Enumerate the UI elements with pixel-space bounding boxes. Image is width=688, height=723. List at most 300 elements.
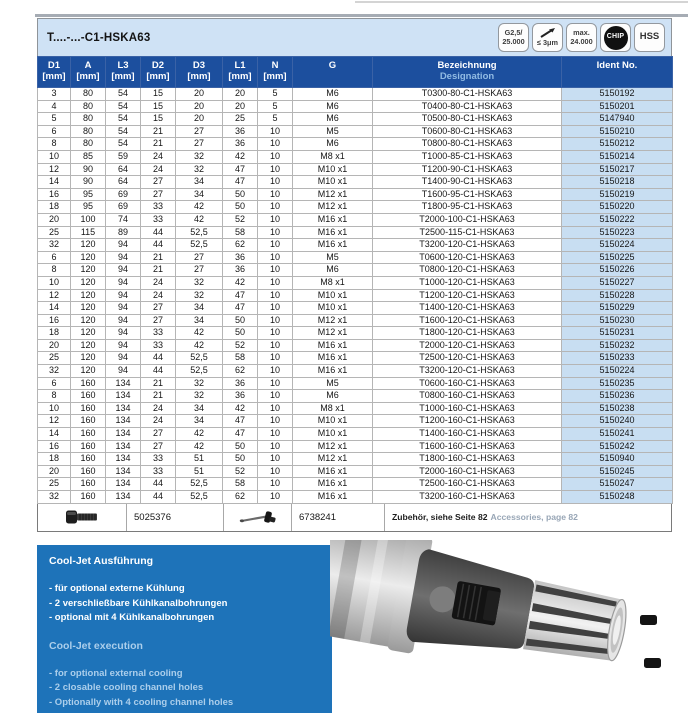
- dimension-cell: M8 x1: [293, 150, 373, 163]
- designation-cell: T1200-160-C1-HSKA63: [373, 415, 562, 428]
- table-row: [38, 365, 673, 378]
- designation-cell: T2500-120-C1-HSKA63: [373, 352, 562, 365]
- dimension-cell: 80: [71, 113, 106, 126]
- ident-no-cell: 5150238: [562, 402, 673, 415]
- dimension-cell: 54: [106, 125, 141, 138]
- dimension-cell: 27: [141, 428, 176, 441]
- dimension-cell: 27: [176, 138, 223, 151]
- dimension-cell: 69: [106, 188, 141, 201]
- designation-cell: T0500-80-C1-HSKA63: [373, 113, 562, 126]
- dimension-cell: 10: [258, 440, 293, 453]
- dimension-cell: 74: [106, 213, 141, 226]
- dimension-cell: 10: [258, 150, 293, 163]
- dimension-cell: 8: [38, 264, 71, 277]
- ident-no-cell: 5150201: [562, 100, 673, 113]
- dimension-cell: 80: [71, 88, 106, 101]
- dimension-cell: 33: [141, 327, 176, 340]
- dimension-cell: M6: [293, 100, 373, 113]
- dimension-cell: 134: [106, 428, 141, 441]
- dimension-cell: 134: [106, 478, 141, 491]
- dimension-cell: 27: [176, 251, 223, 264]
- designation-cell: T1800-95-C1-HSKA63: [373, 201, 562, 214]
- dimension-cell: 32: [176, 289, 223, 302]
- dimension-cell: M6: [293, 264, 373, 277]
- dimension-cell: 54: [106, 138, 141, 151]
- designation-cell: T1400-120-C1-HSKA63: [373, 302, 562, 315]
- dimension-cell: 52: [223, 213, 258, 226]
- dimension-cell: 6: [38, 125, 71, 138]
- dimension-cell: 52: [223, 465, 258, 478]
- dimension-cell: 120: [71, 352, 106, 365]
- dimension-cell: 27: [176, 264, 223, 277]
- ident-no-cell: 5150212: [562, 138, 673, 151]
- dimension-cell: 10: [258, 402, 293, 415]
- ident-no-cell: 5150224: [562, 365, 673, 378]
- dimension-cell: 47: [223, 428, 258, 441]
- dimension-cell: 120: [71, 239, 106, 252]
- table-row: [38, 478, 673, 491]
- dimension-cell: 16: [38, 314, 71, 327]
- cool-jet-section: [37, 545, 688, 718]
- dimension-cell: 21: [141, 138, 176, 151]
- infobox-bullets-en: [49, 667, 324, 711]
- dimension-cell: M12 x1: [293, 188, 373, 201]
- dimension-cell: 10: [258, 213, 293, 226]
- dimension-cell: 14: [38, 176, 71, 189]
- table-row: [38, 465, 673, 478]
- dimension-cell: 33: [141, 201, 176, 214]
- dimension-cell: 50: [223, 327, 258, 340]
- dimension-cell: 160: [71, 415, 106, 428]
- dimension-cell: 10: [258, 327, 293, 340]
- dimension-cell: M5: [293, 377, 373, 390]
- dimension-cell: M12 x1: [293, 440, 373, 453]
- dimension-cell: 24: [141, 289, 176, 302]
- dimension-cell: 100: [71, 213, 106, 226]
- designation-cell: T1800-120-C1-HSKA63: [373, 327, 562, 340]
- chip-icon: CHIP: [604, 26, 628, 50]
- dimension-cell: M10 x1: [293, 302, 373, 315]
- dimension-cell: 21: [141, 264, 176, 277]
- cap-screw-icon: [64, 509, 100, 525]
- ident-no-cell: 5150223: [562, 226, 673, 239]
- dimension-cell: 12: [38, 289, 71, 302]
- dimension-cell: M10 x1: [293, 289, 373, 302]
- table-row: [38, 302, 673, 315]
- infobox-bullet: - für optional externe Kühlung: [49, 583, 185, 594]
- dimension-cell: 120: [71, 276, 106, 289]
- dimension-cell: 50: [223, 188, 258, 201]
- dimension-cell: 62: [223, 365, 258, 378]
- dimension-cell: 25: [38, 352, 71, 365]
- table-row: [38, 390, 673, 403]
- dimension-cell: M5: [293, 125, 373, 138]
- table-row: [38, 428, 673, 441]
- dimension-cell: 120: [71, 264, 106, 277]
- dimension-cell: 64: [106, 176, 141, 189]
- table-row: [38, 453, 673, 466]
- ident-no-cell: 5147940: [562, 113, 673, 126]
- designation-cell: T0600-120-C1-HSKA63: [373, 251, 562, 264]
- dimension-cell: 47: [223, 302, 258, 315]
- dimension-cell: 33: [141, 213, 176, 226]
- dimension-cell: 50: [223, 440, 258, 453]
- column-header: L1 [mm]: [223, 57, 258, 88]
- dimension-cell: 32: [38, 491, 71, 504]
- dimension-cell: 24: [141, 402, 176, 415]
- dimension-cell: 16: [38, 440, 71, 453]
- dimension-cell: 52,5: [176, 226, 223, 239]
- dimension-cell: 42: [223, 150, 258, 163]
- dimension-cell: M8 x1: [293, 402, 373, 415]
- dimension-cell: 69: [106, 201, 141, 214]
- ident-no-cell: 5150229: [562, 302, 673, 315]
- dimension-cell: 6: [38, 377, 71, 390]
- dimension-cell: 27: [141, 188, 176, 201]
- dimension-cell: 33: [141, 453, 176, 466]
- dimension-cell: 50: [223, 201, 258, 214]
- dimension-cell: 24: [141, 415, 176, 428]
- dimension-cell: M10 x1: [293, 428, 373, 441]
- infobox-bullet: - 2 closable cooling channel holes: [49, 682, 204, 693]
- ident-no-cell: 5150220: [562, 201, 673, 214]
- dimension-cell: 42: [176, 201, 223, 214]
- dimension-cell: 16: [38, 188, 71, 201]
- dimension-cell: 160: [71, 428, 106, 441]
- dimension-cell: 47: [223, 415, 258, 428]
- dimension-cell: 52,5: [176, 239, 223, 252]
- dimension-cell: 10: [258, 377, 293, 390]
- dimension-cell: 10: [258, 226, 293, 239]
- ident-no-cell: 5150940: [562, 453, 673, 466]
- dimension-cell: 20: [38, 213, 71, 226]
- dimension-cell: 36: [223, 377, 258, 390]
- product-title-bar: [37, 18, 672, 56]
- dimension-cell: 27: [141, 440, 176, 453]
- dimension-cell: 10: [258, 352, 293, 365]
- table-header-row: [38, 57, 673, 88]
- dimension-cell: 20: [176, 100, 223, 113]
- dimension-cell: 34: [176, 415, 223, 428]
- dimension-table: [37, 56, 673, 504]
- dimension-cell: 42: [176, 327, 223, 340]
- dimension-cell: 12: [38, 415, 71, 428]
- dimension-cell: 134: [106, 440, 141, 453]
- dimension-cell: 94: [106, 302, 141, 315]
- table-row: [38, 213, 673, 226]
- dimension-cell: 10: [258, 390, 293, 403]
- table-row: [38, 138, 673, 151]
- column-header: Bezeichnung Designation: [373, 57, 562, 88]
- dimension-cell: 6: [38, 251, 71, 264]
- dimension-cell: M16 x1: [293, 213, 373, 226]
- ident-no-cell: 5150224: [562, 239, 673, 252]
- dimension-cell: 120: [71, 327, 106, 340]
- dimension-cell: M6: [293, 113, 373, 126]
- dimension-cell: M10 x1: [293, 176, 373, 189]
- max-rpm-badge: max. 24.000: [566, 23, 597, 52]
- dimension-cell: 36: [223, 251, 258, 264]
- dimension-cell: 18: [38, 201, 71, 214]
- table-row: [38, 113, 673, 126]
- dimension-cell: 25: [223, 113, 258, 126]
- dimension-cell: 52,5: [176, 352, 223, 365]
- dimension-cell: 42: [223, 276, 258, 289]
- table-row: [38, 125, 673, 138]
- accessory-screw-cell: [38, 504, 127, 531]
- ident-no-cell: 5150226: [562, 264, 673, 277]
- designation-cell: T2500-160-C1-HSKA63: [373, 478, 562, 491]
- dimension-cell: 10: [258, 201, 293, 214]
- ident-no-cell: 5150217: [562, 163, 673, 176]
- dimension-cell: 80: [71, 125, 106, 138]
- dimension-cell: 32: [176, 377, 223, 390]
- ident-no-cell: 5150236: [562, 390, 673, 403]
- dimension-cell: 54: [106, 100, 141, 113]
- table-row: [38, 339, 673, 352]
- table-row: [38, 226, 673, 239]
- column-header: D1 [mm]: [38, 57, 71, 88]
- accessories-note: [385, 504, 671, 531]
- dimension-cell: 10: [258, 176, 293, 189]
- designation-cell: T1200-120-C1-HSKA63: [373, 289, 562, 302]
- dimension-cell: 36: [223, 390, 258, 403]
- table-row: [38, 491, 673, 504]
- table-row: [38, 440, 673, 453]
- dimension-cell: 58: [223, 226, 258, 239]
- dimension-cell: 94: [106, 264, 141, 277]
- dimension-cell: 94: [106, 276, 141, 289]
- designation-cell: T0400-80-C1-HSKA63: [373, 100, 562, 113]
- dimension-cell: 34: [176, 302, 223, 315]
- infobox-title-en: Cool-Jet execution: [49, 639, 143, 652]
- dimension-cell: 32: [38, 365, 71, 378]
- dimension-cell: 25: [38, 478, 71, 491]
- dimension-cell: 20: [176, 88, 223, 101]
- ident-no-cell: 5150233: [562, 352, 673, 365]
- dimension-cell: 134: [106, 415, 141, 428]
- table-header: [38, 57, 673, 88]
- dimension-cell: 51: [176, 465, 223, 478]
- column-header: D3 [mm]: [176, 57, 223, 88]
- designation-cell: T0800-120-C1-HSKA63: [373, 264, 562, 277]
- dimension-cell: 58: [223, 478, 258, 491]
- dimension-cell: 44: [141, 239, 176, 252]
- dimension-cell: 27: [141, 176, 176, 189]
- ident-no-cell: 5150210: [562, 125, 673, 138]
- dimension-cell: 10: [38, 150, 71, 163]
- dimension-cell: 34: [176, 188, 223, 201]
- dimension-cell: M16 x1: [293, 478, 373, 491]
- table-row: [38, 201, 673, 214]
- dimension-cell: 15: [141, 113, 176, 126]
- t-handle-wrench-icon: [238, 508, 278, 526]
- dimension-cell: 120: [71, 365, 106, 378]
- table-row: [38, 289, 673, 302]
- dimension-cell: 80: [71, 100, 106, 113]
- dimension-cell: 42: [176, 440, 223, 453]
- ident-no-cell: 5150214: [562, 150, 673, 163]
- dimension-cell: 44: [141, 478, 176, 491]
- dimension-cell: 10: [258, 138, 293, 151]
- dimension-cell: 54: [106, 113, 141, 126]
- cool-jet-infobox: [37, 545, 332, 713]
- dimension-cell: 20: [176, 113, 223, 126]
- dimension-cell: M16 x1: [293, 491, 373, 504]
- table-row: [38, 352, 673, 365]
- ident-no-cell: 5150222: [562, 213, 673, 226]
- dimension-cell: M16 x1: [293, 239, 373, 252]
- designation-cell: T3200-160-C1-HSKA63: [373, 491, 562, 504]
- dimension-cell: 120: [71, 314, 106, 327]
- ident-no-cell: 5150247: [562, 478, 673, 491]
- accessory-wrench-cell: [224, 504, 292, 531]
- table-body: [38, 88, 673, 504]
- column-header: Ident No.: [562, 57, 673, 88]
- table-row: [38, 88, 673, 101]
- dimension-cell: 15: [141, 88, 176, 101]
- runout-arrow-icon: [540, 28, 556, 38]
- dimension-cell: 47: [223, 289, 258, 302]
- dimension-cell: 21: [141, 251, 176, 264]
- dimension-cell: 10: [258, 314, 293, 327]
- dimension-cell: 120: [71, 339, 106, 352]
- dimension-cell: 160: [71, 402, 106, 415]
- dimension-cell: 42: [176, 213, 223, 226]
- hss-badge: HSS: [634, 23, 665, 52]
- table-row: [38, 264, 673, 277]
- dimension-cell: M16 x1: [293, 226, 373, 239]
- dimension-cell: 10: [258, 453, 293, 466]
- dimension-cell: 42: [223, 402, 258, 415]
- dimension-cell: 10: [258, 188, 293, 201]
- table-row: [38, 327, 673, 340]
- dimension-cell: 90: [71, 163, 106, 176]
- designation-cell: T1000-160-C1-HSKA63: [373, 402, 562, 415]
- dimension-cell: 14: [38, 428, 71, 441]
- dimension-cell: 54: [106, 88, 141, 101]
- dimension-cell: 4: [38, 100, 71, 113]
- ident-no-cell: 5150248: [562, 491, 673, 504]
- dimension-cell: 33: [141, 339, 176, 352]
- dimension-cell: 44: [141, 352, 176, 365]
- table-row: [38, 402, 673, 415]
- designation-cell: T2000-160-C1-HSKA63: [373, 465, 562, 478]
- table-row: [38, 377, 673, 390]
- dimension-cell: 18: [38, 453, 71, 466]
- designation-cell: T0800-160-C1-HSKA63: [373, 390, 562, 403]
- dimension-cell: 10: [258, 163, 293, 176]
- dimension-cell: 10: [258, 289, 293, 302]
- dimension-cell: 89: [106, 226, 141, 239]
- dimension-cell: 32: [38, 239, 71, 252]
- designation-cell: T1800-160-C1-HSKA63: [373, 453, 562, 466]
- infobox-bullet: - for optional external cooling: [49, 667, 183, 679]
- table-row: [38, 176, 673, 189]
- dimension-cell: M16 x1: [293, 339, 373, 352]
- dimension-cell: M10 x1: [293, 415, 373, 428]
- dimension-cell: M8 x1: [293, 276, 373, 289]
- dimension-cell: 47: [223, 176, 258, 189]
- column-header: A [mm]: [71, 57, 106, 88]
- designation-cell: T3200-120-C1-HSKA63: [373, 239, 562, 252]
- dimension-cell: 134: [106, 402, 141, 415]
- dimension-cell: 8: [38, 390, 71, 403]
- dimension-cell: 120: [71, 289, 106, 302]
- catalog-page: [37, 18, 672, 532]
- dimension-cell: 32: [176, 163, 223, 176]
- chip-badge: [600, 23, 631, 52]
- dimension-cell: 5: [38, 113, 71, 126]
- designation-cell: T0600-80-C1-HSKA63: [373, 125, 562, 138]
- dimension-cell: 52,5: [176, 491, 223, 504]
- table-row: [38, 239, 673, 252]
- dimension-cell: 85: [71, 150, 106, 163]
- dimension-cell: 8: [38, 138, 71, 151]
- dimension-cell: 10: [258, 465, 293, 478]
- dimension-cell: 94: [106, 251, 141, 264]
- dimension-cell: 52: [223, 339, 258, 352]
- dimension-cell: 10: [258, 276, 293, 289]
- section-divider-bar: [35, 14, 688, 17]
- dimension-cell: 24: [141, 150, 176, 163]
- dimension-cell: 10: [258, 302, 293, 315]
- dimension-cell: 10: [258, 491, 293, 504]
- ident-no-cell: 5150225: [562, 251, 673, 264]
- dimension-cell: 12: [38, 163, 71, 176]
- dimension-cell: 20: [223, 100, 258, 113]
- dimension-cell: 10: [258, 428, 293, 441]
- dimension-cell: 10: [38, 402, 71, 415]
- dimension-cell: 44: [141, 491, 176, 504]
- dimension-cell: 3: [38, 88, 71, 101]
- dimension-cell: 10: [258, 478, 293, 491]
- table-row: [38, 251, 673, 264]
- dimension-cell: 15: [141, 100, 176, 113]
- dimension-cell: 94: [106, 352, 141, 365]
- dimension-cell: 160: [71, 453, 106, 466]
- infobox-bullet: - optional mit 4 Kühlkanalbohrungen: [49, 612, 215, 623]
- accessories-note-en: Accessories, page 82: [490, 512, 578, 523]
- dimension-cell: 21: [141, 390, 176, 403]
- dimension-cell: 5: [258, 100, 293, 113]
- dimension-cell: 160: [71, 465, 106, 478]
- dimension-cell: 5: [258, 113, 293, 126]
- dimension-cell: 27: [141, 314, 176, 327]
- dimension-cell: 21: [141, 125, 176, 138]
- accessories-row: [37, 504, 672, 532]
- accessories-note-de: Zubehör, siehe Seite 82: [392, 512, 488, 523]
- designation-cell: T2500-115-C1-HSKA63: [373, 226, 562, 239]
- product-title: T....-...-C1-HSKA63: [47, 31, 151, 44]
- dimension-cell: 62: [223, 491, 258, 504]
- dimension-cell: 10: [258, 365, 293, 378]
- ident-no-cell: 5150240: [562, 415, 673, 428]
- infobox-title-de: Cool-Jet Ausführung: [49, 555, 154, 567]
- ident-no-cell: 5150235: [562, 377, 673, 390]
- ident-no-cell: 5150227: [562, 276, 673, 289]
- dimension-cell: 10: [258, 415, 293, 428]
- dimension-cell: 42: [176, 339, 223, 352]
- designation-cell: T1600-95-C1-HSKA63: [373, 188, 562, 201]
- dimension-cell: M12 x1: [293, 314, 373, 327]
- dimension-cell: 44: [141, 226, 176, 239]
- dimension-cell: 14: [38, 302, 71, 315]
- dimension-cell: 24: [141, 276, 176, 289]
- dimension-cell: 134: [106, 491, 141, 504]
- dimension-cell: M6: [293, 88, 373, 101]
- infobox-bullet: - 2 verschließbare Kühlkanalbohrungen: [49, 597, 228, 609]
